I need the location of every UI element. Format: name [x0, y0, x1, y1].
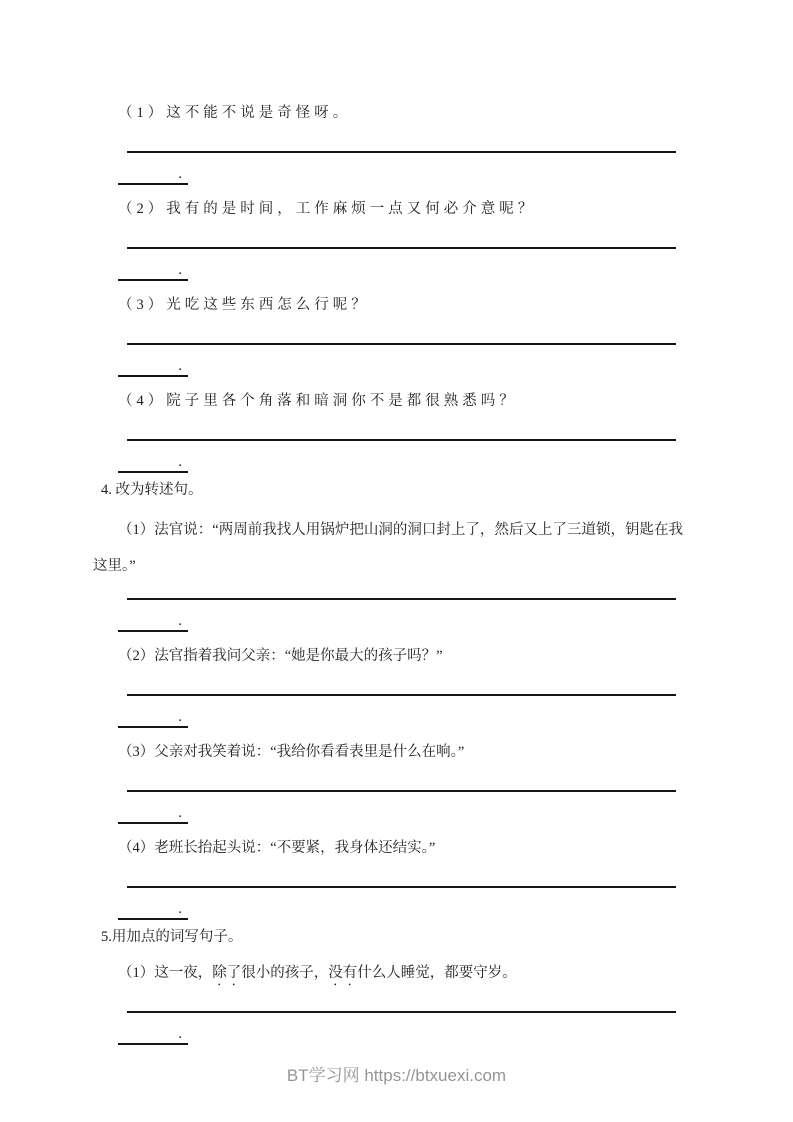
- question-line: [93, 955, 683, 991]
- answer-writing-line[interactable]: [127, 151, 676, 153]
- short-answer-blank[interactable]: [118, 706, 188, 728]
- short-answer-blank[interactable]: [118, 355, 188, 377]
- short-answer-blank[interactable]: [118, 163, 188, 185]
- question-4-heading: 4. 改为转述句。: [101, 482, 203, 498]
- answer-writing-line[interactable]: [127, 439, 676, 441]
- question-line: （2）法官指着我问父亲：“她是你最大的孩子吗？”: [118, 648, 443, 664]
- answer-writing-line[interactable]: [127, 247, 676, 249]
- answer-writing-line[interactable]: [127, 1011, 676, 1013]
- question-line: （3）光吃这些东西怎么行呢？: [118, 297, 370, 313]
- blank-period: .: [178, 262, 182, 278]
- blank-period: .: [178, 358, 182, 374]
- short-answer-blank[interactable]: [118, 451, 188, 473]
- question-line: （1）法官说：“两周前我找人用锅炉把山洞的洞口封上了，然后又上了三道锁，钥匙在我这里。”: [93, 522, 683, 574]
- question-line: （3）父亲对我笑着说：“我给你看看表里是什么在响。”: [118, 744, 465, 760]
- answer-writing-line[interactable]: [127, 694, 676, 696]
- short-answer-blank[interactable]: [118, 610, 188, 632]
- question-line: （4）老班长抬起头说：“不要紧，我身体还结实。”: [118, 840, 436, 856]
- short-answer-blank[interactable]: [118, 259, 188, 281]
- emphasized-word: 没有: [328, 965, 358, 981]
- text-segment: （1）这一夜，: [118, 965, 213, 981]
- text-segment: 很小的孩子，: [241, 965, 329, 981]
- answer-writing-line[interactable]: [127, 343, 676, 345]
- answer-writing-line[interactable]: [127, 790, 676, 792]
- emphasized-word: 除了: [212, 965, 242, 981]
- answer-writing-line[interactable]: [127, 886, 676, 888]
- blank-period: .: [178, 805, 182, 821]
- document-page-content: [93, 0, 683, 1045]
- blank-period: .: [178, 1026, 182, 1042]
- short-answer-blank[interactable]: [118, 898, 188, 920]
- question-line: （1）这不能不说是奇怪呀。: [118, 105, 352, 121]
- blank-period: .: [178, 166, 182, 182]
- blank-period: .: [178, 613, 182, 629]
- short-answer-blank[interactable]: [118, 1023, 188, 1045]
- footer-watermark: BT学习网 https://btxuexi.com: [286, 1066, 507, 1085]
- question-line: （2）我有的是时间，工作麻烦一点又何必介意呢？: [118, 201, 537, 217]
- blank-period: .: [178, 709, 182, 725]
- short-answer-blank[interactable]: [118, 802, 188, 824]
- blank-period: .: [178, 454, 182, 470]
- answer-writing-line[interactable]: [127, 598, 676, 600]
- blank-period: .: [178, 901, 182, 917]
- question-5-heading: 5.用加点的词写句子。: [101, 929, 243, 945]
- question-line: （4）院子里各个角落和暗洞你不是都很熟悉吗？: [118, 393, 518, 409]
- text-segment: 什么人睡觉，都要守岁。: [357, 965, 517, 981]
